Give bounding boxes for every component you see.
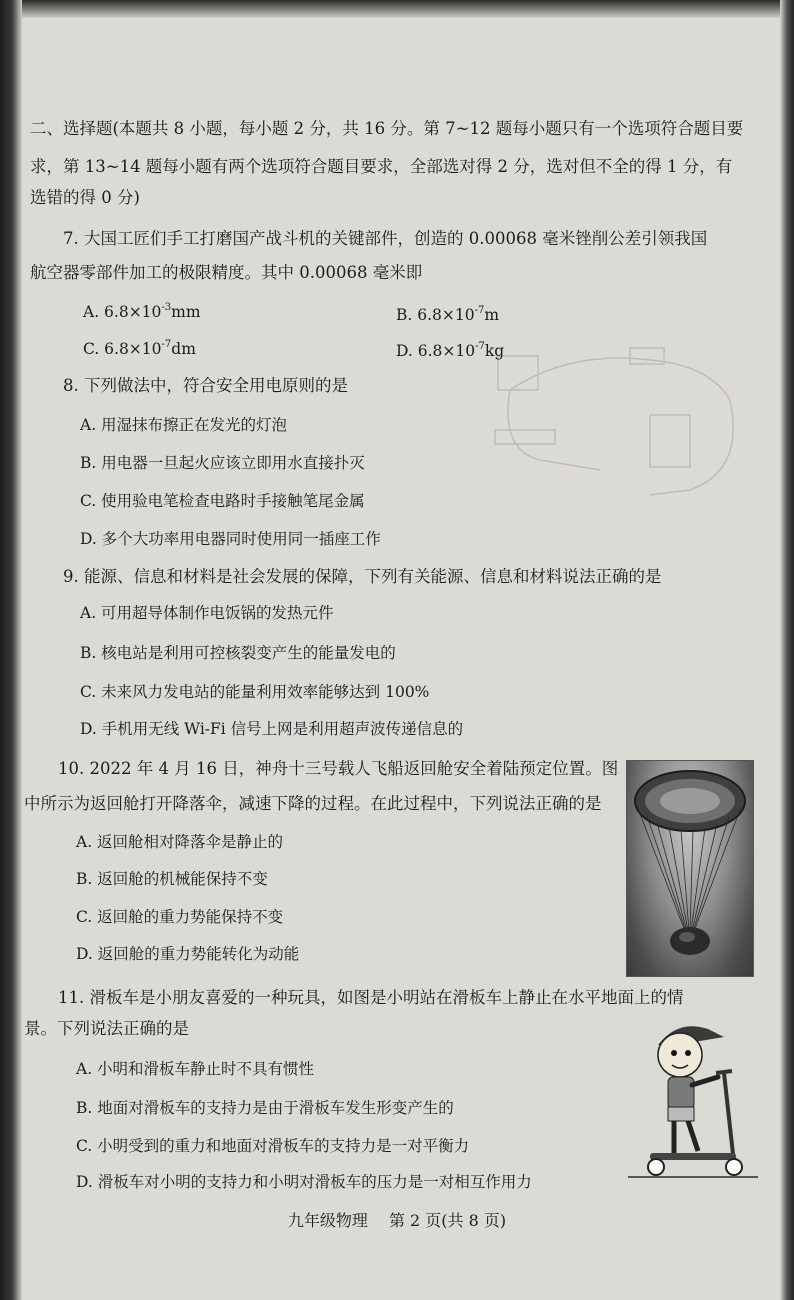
- section-heading-line-3: 选错的得 0 分): [30, 188, 140, 207]
- q7-stem-line-1: 7. 大国工匠们手工打磨国产战斗机的关键部件，创造的 0.00068 毫米锉削公差引领我国: [63, 229, 708, 248]
- q7-option-b[interactable]: B. $6.8\times 10^{-7}m$: [396, 305, 500, 324]
- section-heading-line-2: 求，第 13~14 题每小题有两个选项符合题目要求，全部选对得 2 分，选对但不全的得 1 分，有: [30, 157, 733, 176]
- q11-option-a[interactable]: A. 小明和滑板车静止时不具有惯性: [76, 1060, 315, 1078]
- boy-on-scooter-illustration: [628, 1015, 758, 1180]
- footer-page-number: 第 2 页(共 8 页): [388, 1211, 507, 1230]
- q10-option-a[interactable]: A. 返回舱相对降落伞是静止的: [76, 833, 284, 851]
- q10-stem-line-2: 中所示为返回舱打开降落伞，减速下降的过程。在此过程中，下列说法正确的是: [24, 794, 602, 813]
- footer-subject: 九年级物理: [287, 1211, 368, 1230]
- return-capsule-parachute-photo: [626, 760, 754, 977]
- q7-option-a[interactable]: A. $6.8\times 10^{-3}mm$: [83, 302, 201, 321]
- q8-option-b[interactable]: B. 用电器一旦起火应该立即用水直接扑灭: [80, 454, 365, 472]
- q9-option-b[interactable]: B. 核电站是利用可控核裂变产生的能量发电的: [80, 644, 396, 662]
- q8-option-c[interactable]: C. 使用验电笔检查电路时手接触笔尾金属: [80, 492, 365, 510]
- q11-stem-line-1: 11. 滑板车是小朋友喜爱的一种玩具，如图是小明站在滑板车上静止在水平地面上的情: [58, 988, 684, 1007]
- q11-option-b[interactable]: B. 地面对滑板车的支持力是由于滑板车发生形变产生的: [76, 1099, 454, 1117]
- q10-stem-line-1: 10. 2022 年 4 月 16 日，神舟十三号载人飞船返回舱安全着陆预定位置。图: [58, 759, 619, 778]
- page-footer: [0, 1208, 794, 1231]
- q8-stem: 8. 下列做法中，符合安全用电原则的是: [63, 376, 348, 395]
- q11-option-c[interactable]: C. 小明受到的重力和地面对滑板车的支持力是一对平衡力: [76, 1137, 470, 1155]
- page-left-shadow: [0, 0, 22, 1300]
- q9-option-d[interactable]: D. 手机用无线 Wi-Fi 信号上网是利用超声波传递信息的: [80, 720, 464, 738]
- q10-option-c[interactable]: C. 返回舱的重力势能保持不变: [76, 908, 284, 926]
- q7-option-d[interactable]: D. $6.8\times 10^{-7}kg$: [396, 341, 505, 360]
- parachute-illustration: [627, 761, 753, 976]
- q10-option-d[interactable]: D. 返回舱的重力势能转化为动能: [76, 945, 300, 963]
- q8-option-d[interactable]: D. 多个大功率用电器同时使用同一插座工作: [80, 530, 381, 548]
- q10-option-b[interactable]: B. 返回舱的机械能保持不变: [76, 870, 268, 888]
- section-heading-line-1: 二、选择题(本题共 8 小题，每小题 2 分，共 16 分。第 7~12 题每小题只有一个选项符合题目要: [30, 119, 744, 138]
- bleed-through-circuit-sketch: [480, 330, 760, 530]
- page-right-shadow: [780, 0, 794, 1300]
- q9-option-a[interactable]: A. 可用超导体制作电饭锅的发热元件: [80, 604, 334, 622]
- q9-stem: 9. 能源、信息和材料是社会发展的保障，下列有关能源、信息和材料说法正确的是: [63, 567, 662, 586]
- q7-option-c[interactable]: C. $6.8\times 10^{-7}dm$: [83, 339, 196, 358]
- q11-option-d[interactable]: D. 滑板车对小明的支持力和小明对滑板车的压力是一对相互作用力: [76, 1173, 532, 1191]
- q9-option-c[interactable]: C. 未来风力发电站的能量利用效率能够达到 100%: [80, 683, 430, 701]
- q11-stem-line-2: 景。下列说法正确的是: [24, 1019, 189, 1038]
- q8-option-a[interactable]: A. 用湿抹布擦正在发光的灯泡: [80, 416, 288, 434]
- page-top-shadow: [0, 0, 794, 18]
- q7-stem-line-2: 航空器零部件加工的极限精度。其中 0.00068 毫米即: [30, 263, 423, 282]
